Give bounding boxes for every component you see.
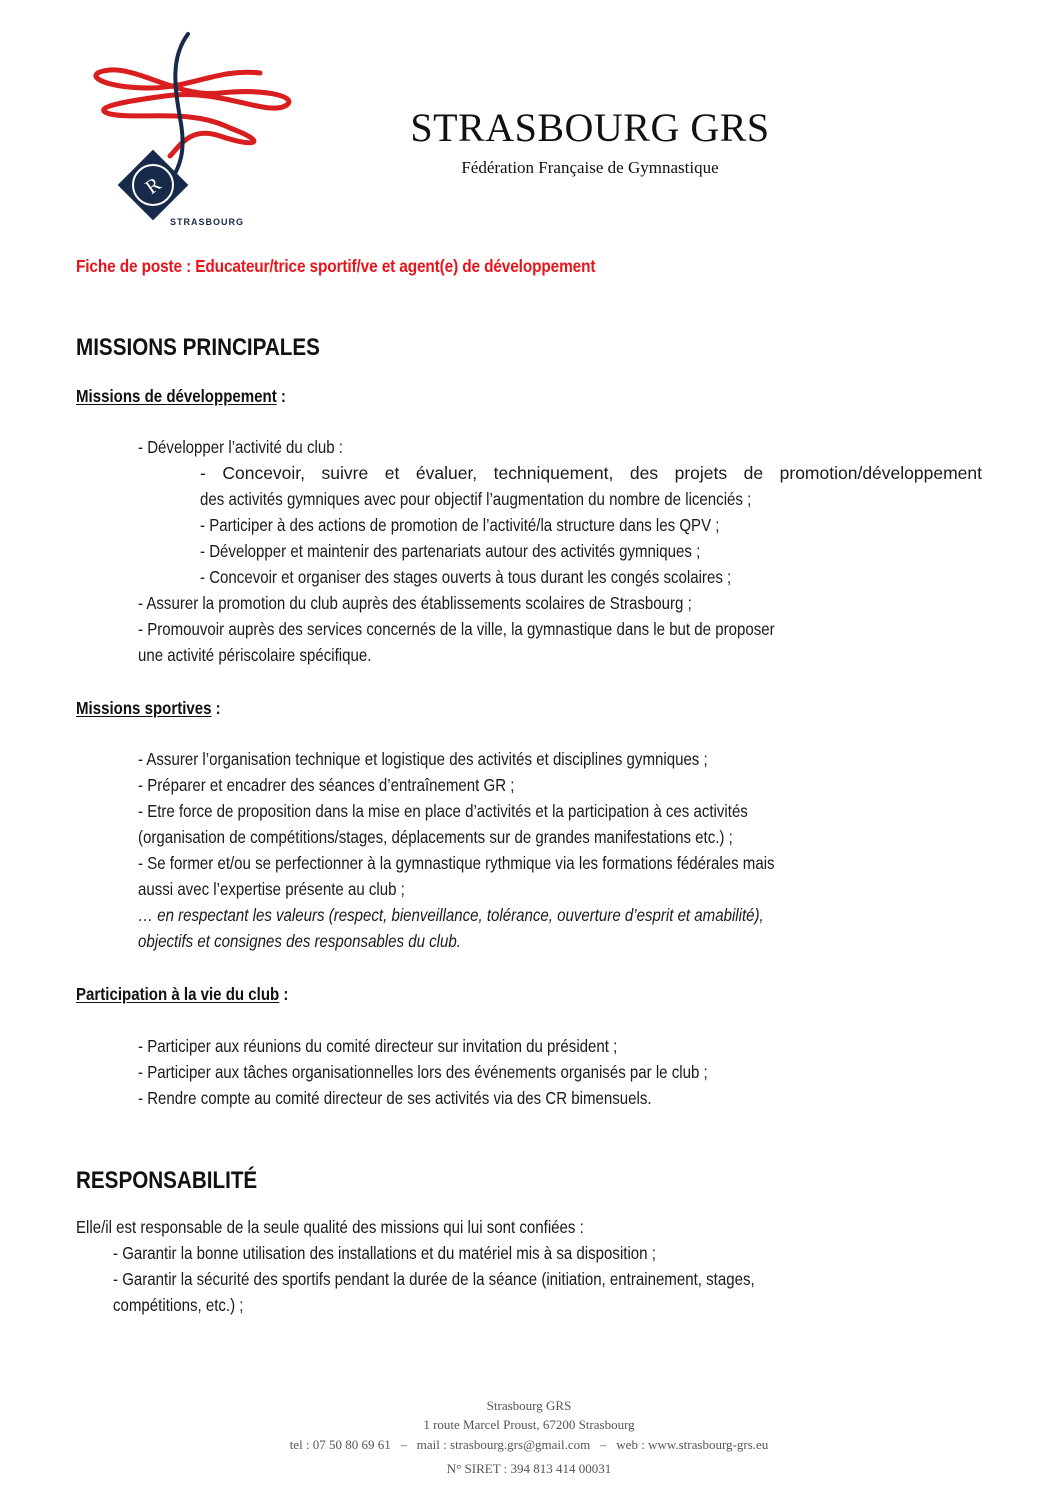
list-item: aussi avec l’expertise présente au club ;: [138, 879, 405, 899]
list-item: - Participer aux tâches organisationnelles lors des événements organisés par le club ;: [138, 1062, 708, 1082]
footer-address: 1 route Marcel Proust, 67200 Strasbourg: [423, 1417, 635, 1432]
list-item: une activité périscolaire spécifique.: [138, 645, 372, 665]
list-item: (organisation de compétitions/stages, déplacements sur de grandes manifestations etc.) ;: [138, 827, 733, 847]
federation-name: Fédération Française de Gymnastique: [461, 158, 719, 177]
footer-siret: N° SIRET : 394 813 414 00031: [446, 1461, 612, 1476]
ribbon-logo-icon: [70, 28, 310, 233]
list-item: - Développer l’activité du club :: [138, 437, 343, 457]
subsection-heading-vie-club: Participation à la vie du club :: [76, 984, 289, 1004]
document-title: Fiche de poste : Educateur/trice sportif/ve et agent(e) de développement: [76, 256, 596, 276]
list-item: - Promouvoir auprès des services concernés de la ville, la gymnastique dans le but de proposer: [138, 619, 775, 639]
subsection-heading-sportives: Missions sportives :: [76, 698, 221, 718]
club-logo: [70, 28, 310, 233]
subsection-heading-text: Missions de développement: [76, 386, 277, 406]
list-item: - Etre force de proposition dans la mise en place d’activités et la participation à ces activités: [138, 801, 748, 821]
list-item: - Se former et/ou se perfectionner à la gymnastique rythmique via les formations fédérales mais: [138, 853, 775, 873]
svg-text:R: R: [141, 173, 166, 199]
list-item: - Garantir la bonne utilisation des installations et du matériel mis à sa disposition ;: [113, 1243, 656, 1263]
list-item: - Développer et maintenir des partenariats autour des activités gymniques ;: [200, 541, 701, 561]
section-heading-responsabilite: RESPONSABILITÉ: [76, 1167, 258, 1194]
list-item: compétitions, etc.) ;: [113, 1295, 244, 1315]
list-item: - Préparer et encadrer des séances d’entraînement GR ;: [138, 775, 515, 795]
list-item: - Rendre compte au comité directeur de ses activités via des CR bimensuels.: [138, 1088, 652, 1108]
subsection-heading-text: Missions sportives: [76, 698, 212, 718]
list-item: - Assurer l’organisation technique et logistique des activités et disciplines gymniques ;: [138, 749, 708, 769]
logo-caption: STRASBOURG: [170, 217, 245, 227]
list-item: - Participer à des actions de promotion de l’activité/la structure dans les QPV ;: [200, 515, 720, 535]
list-item-values: objectifs et consignes des responsables du club.: [138, 931, 461, 951]
list-item: - Participer aux réunions du comité directeur sur invitation du président ;: [138, 1036, 618, 1056]
section-heading-missions: MISSIONS PRINCIPALES: [76, 334, 320, 361]
club-name: STRASBOURG GRS: [410, 105, 770, 150]
list-item: - Garantir la sécurité des sportifs pendant la durée de la séance (initiation, entrainement, stages,: [113, 1269, 755, 1289]
subsection-heading-developpement: Missions de développement :: [76, 386, 286, 406]
list-item: - Concevoir, suivre et évaluer, techniquement, des projets de promotion/développement: [200, 463, 982, 483]
subsection-heading-text: Participation à la vie du club: [76, 984, 280, 1004]
list-item-values: … en respectant les valeurs (respect, bienveillance, tolérance, ouverture d’esprit et amabilité),: [138, 905, 764, 925]
footer-contact: tel : 07 50 80 69 61 – mail : strasbourg.grs@gmail.com – web : www.strasbourg-grs.eu: [289, 1437, 769, 1452]
list-item: - Assurer la promotion du club auprès des établissements scolaires de Strasbourg ;: [138, 593, 692, 613]
list-item: - Concevoir et organiser des stages ouverts à tous durant les congés scolaires ;: [200, 567, 732, 587]
list-item: des activités gymniques avec pour objectif l’augmentation du nombre de licenciés ;: [200, 489, 752, 509]
footer-club-name: Strasbourg GRS: [486, 1398, 572, 1413]
responsabilite-intro: Elle/il est responsable de la seule qualité des missions qui lui sont confiées :: [76, 1217, 584, 1237]
